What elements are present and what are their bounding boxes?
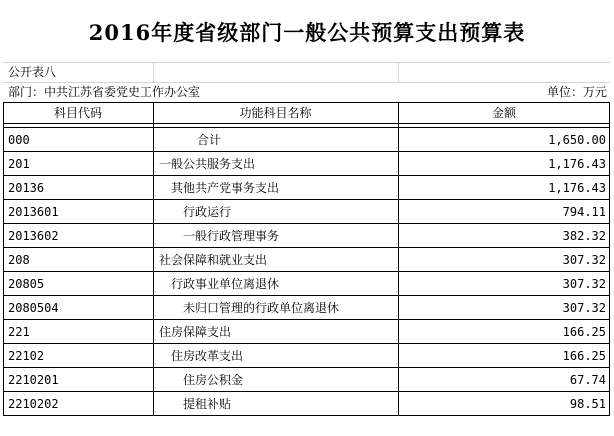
table-row	[3, 392, 610, 416]
table-border	[609, 102, 610, 416]
table-border	[3, 123, 610, 124]
row-name: 住房保障支出	[159, 325, 232, 339]
form-number: 公开表八	[8, 65, 57, 79]
table-border	[3, 223, 610, 224]
page-title: 2016年度省级部门一般公共预算支出预算表	[88, 20, 526, 45]
table-row	[3, 368, 610, 392]
table-border	[3, 127, 610, 128]
row-code: 2080504	[8, 301, 59, 315]
row-code: 2210201	[8, 373, 59, 387]
row-amount: 794.11	[562, 205, 606, 219]
table-border	[3, 295, 610, 296]
table-border	[3, 319, 610, 320]
row-amount: 382.32	[562, 229, 606, 243]
form-number-row	[3, 62, 610, 82]
table-row	[3, 176, 610, 200]
row-amount: 1,650.00	[548, 133, 606, 147]
row-amount: 98.51	[569, 397, 606, 411]
row-name: 住房改革支出	[171, 349, 244, 363]
row-code: 2210202	[8, 397, 59, 411]
row-code: 000	[8, 133, 30, 147]
table-border	[3, 415, 610, 416]
row-amount: 1,176.43	[548, 157, 606, 171]
row-code: 22102	[8, 349, 45, 363]
table-border	[3, 175, 610, 176]
table-border	[3, 102, 4, 416]
column-header-amount: 金额	[491, 106, 516, 120]
table-border	[3, 102, 610, 103]
row-name: 社会保障和就业支出	[159, 253, 268, 267]
row-code: 20805	[8, 277, 45, 291]
table-border	[3, 247, 610, 248]
row-amount: 166.25	[562, 325, 606, 339]
table-border	[3, 271, 610, 272]
row-amount: 307.32	[562, 277, 606, 291]
department-label: 部门：中共江苏省委党史工作办公室	[8, 85, 201, 99]
table-row	[3, 224, 610, 248]
row-amount: 1,176.43	[548, 181, 606, 195]
row-amount: 67.74	[569, 373, 606, 387]
table-row	[3, 200, 610, 224]
column-header-code: 科目代码	[53, 106, 102, 120]
table-border	[153, 102, 154, 416]
row-amount: 166.25	[562, 349, 606, 363]
table-row	[3, 248, 610, 272]
table-border	[3, 343, 610, 344]
unit-label: 单位：万元	[546, 85, 607, 99]
table-row	[3, 344, 610, 368]
row-code: 221	[8, 325, 30, 339]
row-name: 住房公积金	[183, 373, 244, 387]
row-code: 2013602	[8, 229, 59, 243]
table-row	[3, 128, 610, 152]
row-amount: 307.32	[562, 253, 606, 267]
budget-sheet	[3, 62, 610, 436]
row-amount: 307.32	[562, 301, 606, 315]
row-name: 其他共产党事务支出	[171, 181, 280, 195]
row-code: 201	[8, 157, 30, 171]
table-border	[3, 391, 610, 392]
table-border	[398, 102, 399, 416]
row-code: 2013601	[8, 205, 59, 219]
table-border	[3, 367, 610, 368]
row-name: 一般公共服务支出	[159, 157, 256, 171]
table-row	[3, 320, 610, 344]
row-name: 一般行政管理事务	[183, 229, 280, 243]
column-header-name: 功能科目名称	[239, 106, 312, 120]
row-code: 208	[8, 253, 30, 267]
row-name: 行政事业单位离退休	[171, 277, 280, 291]
table-border	[3, 151, 610, 152]
table-row	[3, 272, 610, 296]
table-row	[3, 296, 610, 320]
table-row	[3, 152, 610, 176]
table-border	[3, 199, 610, 200]
row-name: 提租补贴	[183, 397, 232, 411]
department-row	[3, 82, 610, 102]
row-name: 未归口管理的行政单位离退休	[183, 301, 340, 315]
row-name: 行政运行	[183, 205, 232, 219]
row-code: 20136	[8, 181, 45, 195]
row-name: 合计	[197, 133, 222, 147]
table-header-row	[3, 103, 610, 123]
